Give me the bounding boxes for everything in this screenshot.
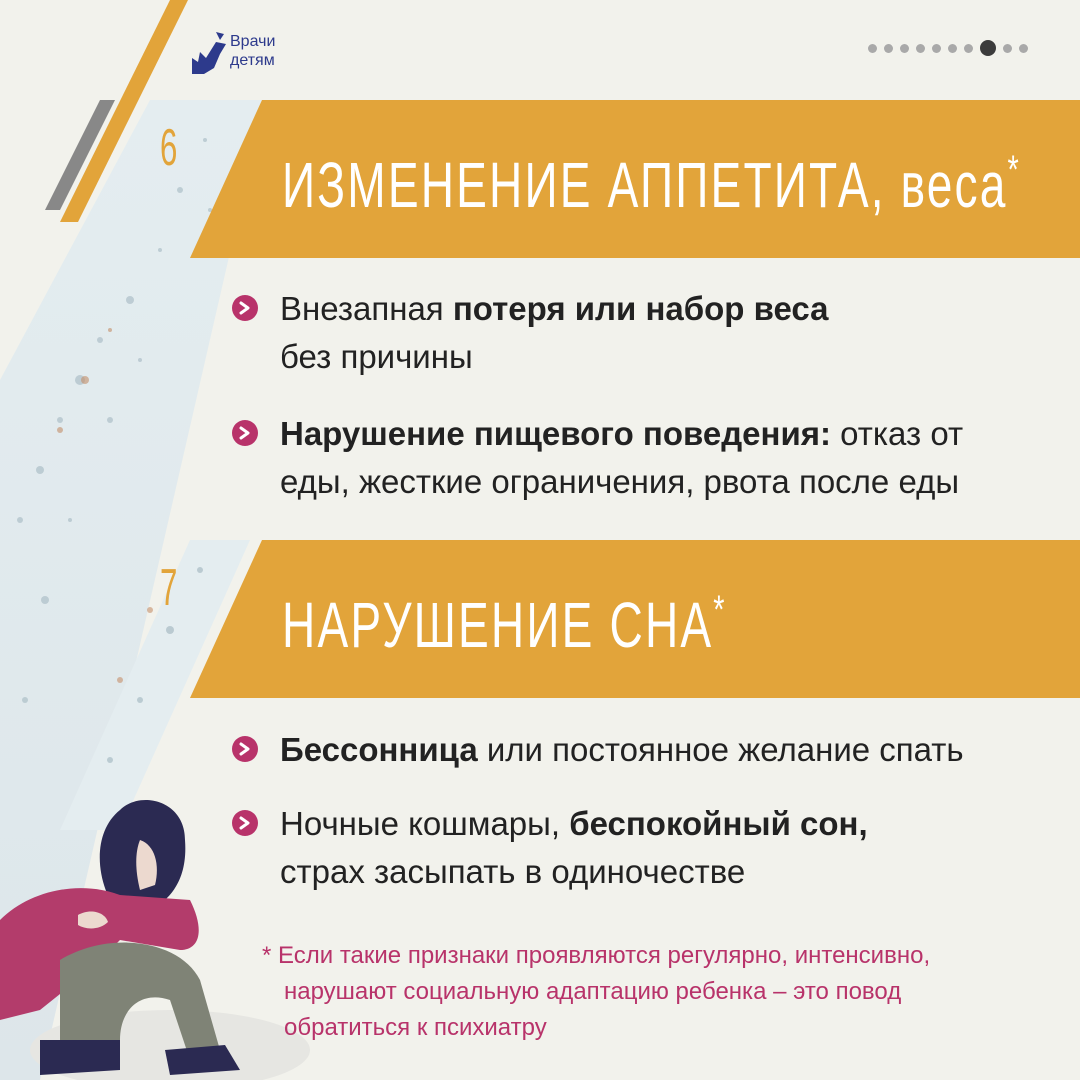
item-bold: Нарушение пищевого поведения: xyxy=(280,415,831,452)
footnote xyxy=(262,938,1022,1046)
list-item xyxy=(232,285,1032,381)
section6-number: 6 xyxy=(160,119,178,177)
item-post: страх засыпать в одиночестве xyxy=(280,853,746,890)
chevron-right-icon xyxy=(232,736,258,762)
item-post: отказ от xyxy=(830,415,964,452)
item-post: без причины xyxy=(280,338,473,375)
footnote-line1: * Если такие признаки проявляются регулярно, интенсивно, xyxy=(262,942,931,969)
item-bold: беспокойный сон, xyxy=(569,805,868,842)
asterisk: * xyxy=(1007,148,1021,192)
footnote-line2: нарушают социальную адаптацию ребенка – это повод xyxy=(284,978,902,1005)
item-post: или постоянное желание спать xyxy=(477,731,964,768)
logo-line1: Врачи xyxy=(230,33,276,50)
item-bold: Бессонница xyxy=(280,731,478,768)
item-pre: Ночные кошмары, xyxy=(280,805,570,842)
list-item xyxy=(232,410,1032,506)
chevron-right-icon xyxy=(232,295,258,321)
asterisk: * xyxy=(713,588,727,632)
item-post-line2: еды, жесткие ограничения, рвота после еды xyxy=(280,463,960,500)
item-text xyxy=(280,285,1032,381)
item-pre: Внезапная xyxy=(280,290,453,327)
section7-number: 7 xyxy=(160,559,178,617)
item-bold: потеря или набор веса xyxy=(452,290,829,327)
sad-person-illustration xyxy=(0,790,280,1080)
item-text xyxy=(280,726,1032,774)
item-text xyxy=(280,800,1032,896)
section6-title-text: ИЗМЕНЕНИЕ АППЕТИТА, веса xyxy=(282,149,1008,221)
list-item xyxy=(232,726,1032,774)
item-text xyxy=(280,410,1032,506)
section7-title xyxy=(282,590,727,660)
footnote-line3: обратиться к психиатру xyxy=(284,1014,547,1041)
chevron-right-icon xyxy=(232,420,258,446)
section6-title xyxy=(282,150,1021,220)
list-item xyxy=(232,800,1032,896)
logo-line2: детям xyxy=(230,52,275,69)
section7-title-text: НАРУШЕНИЕ СНА xyxy=(282,589,714,661)
